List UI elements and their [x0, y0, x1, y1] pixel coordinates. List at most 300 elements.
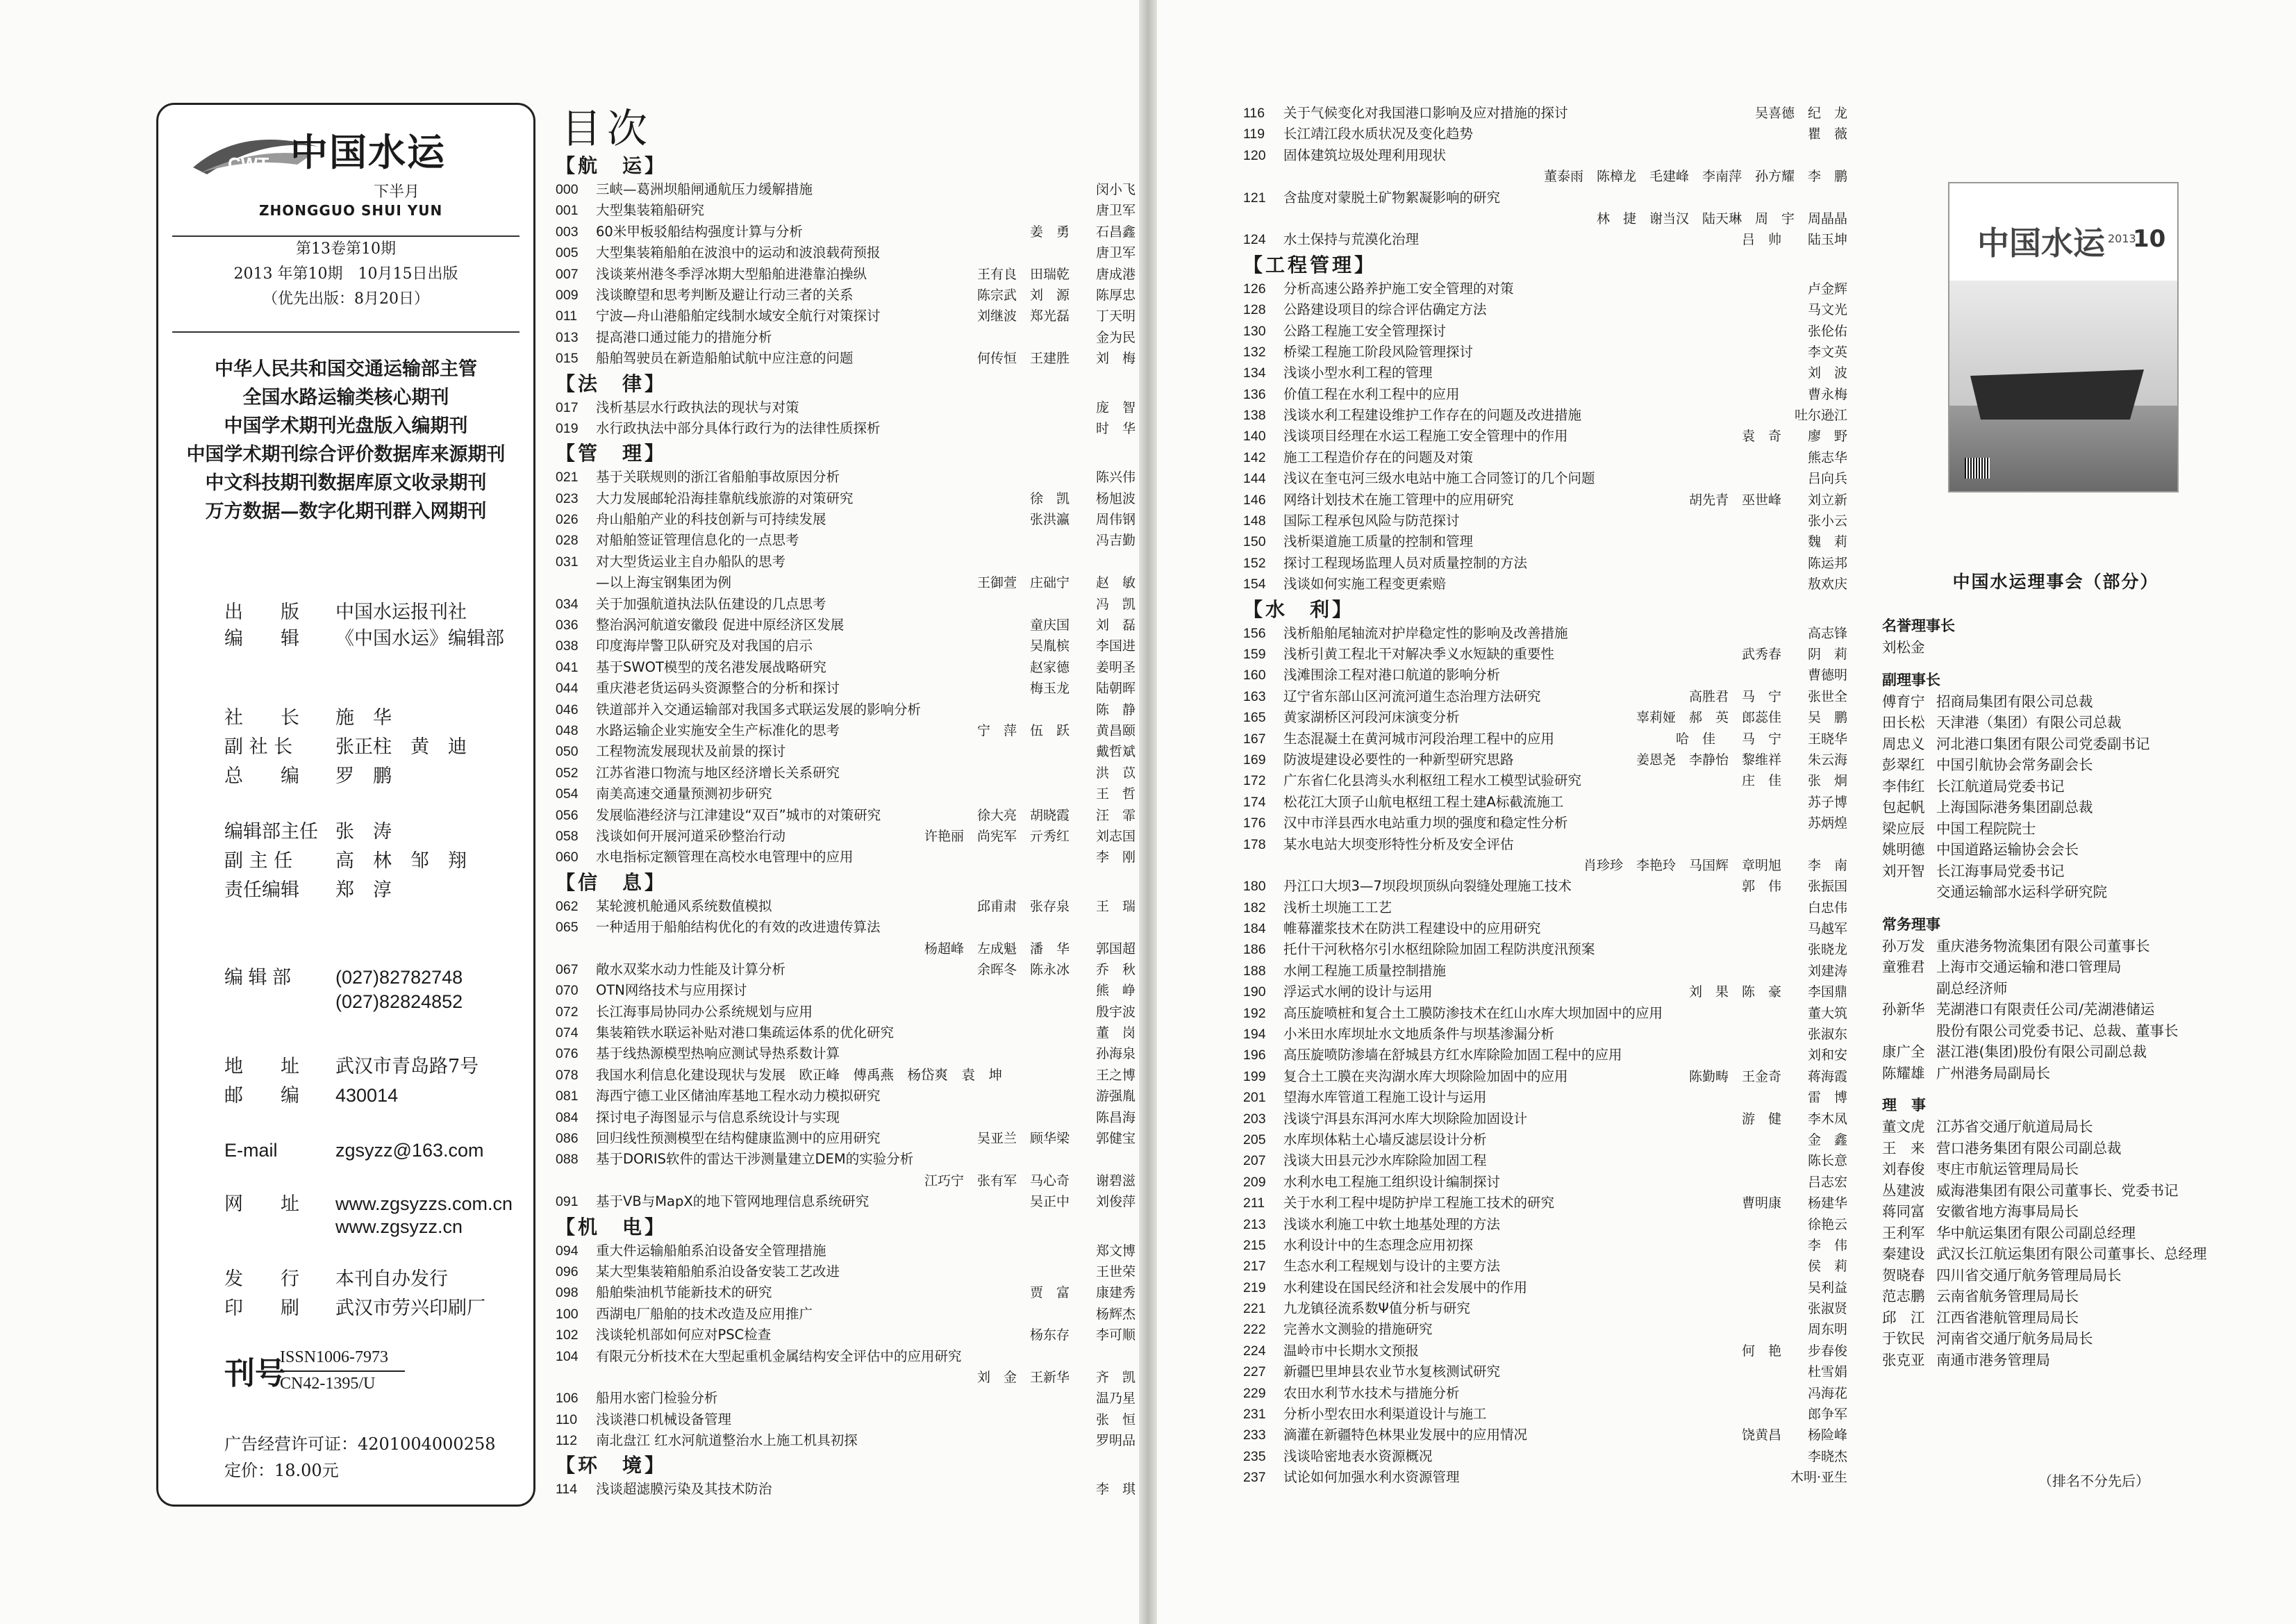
toc-page-number: 180: [1243, 879, 1266, 895]
toc-authors: 杨东存 李可顺: [1029, 1327, 1135, 1343]
toc-entry: [1243, 145, 1847, 166]
toc-authors: 徐大亮 胡晓霞 汪 霏: [976, 807, 1135, 823]
toc-entry: [556, 572, 1135, 593]
member-name: 刘开智: [1882, 862, 1925, 879]
toc-authors: 敖欢庆: [1807, 577, 1847, 593]
toc-page-number: 128: [1243, 302, 1266, 318]
toc-authors: 郎争军: [1807, 1407, 1847, 1423]
toc-authors: 余晖冬 陈永冰 乔 秋: [976, 961, 1135, 977]
toc-authors: 陈兴伟: [1095, 470, 1135, 486]
toc-authors: 梅玉龙 陆朝晖: [1029, 681, 1135, 697]
toc-page-number: 009: [556, 287, 579, 303]
toc-article-title: 分析小型农田水利渠道设计与施工: [1283, 1406, 1487, 1423]
toc-page-number: 044: [556, 681, 579, 697]
journal-statuses: [158, 355, 533, 526]
toc-authors: 吴胤槟 李国进: [1029, 638, 1135, 654]
toc-authors: 郑文博: [1095, 1243, 1135, 1259]
toc-authors: 庄 佳 张 炯: [1741, 773, 1847, 789]
toc-entry: [556, 615, 1135, 636]
toc-article-title: OTN网络技术与应用探讨: [596, 982, 747, 999]
toc-article-title: 浅谈水利施工中软土地基处理的方法: [1283, 1216, 1501, 1232]
council-member: [1882, 1223, 2271, 1244]
toc-section-heading: 【工程管理】: [1243, 253, 1377, 276]
toc-entry: [1243, 574, 1847, 595]
toc-article-title: 分析高速公路养护施工安全管理的对策: [1283, 280, 1514, 297]
toc-page-number: 190: [1243, 984, 1266, 1000]
toc-article-title: 一种适用于船舶结构优化的有效的改进遗传算法: [596, 919, 881, 936]
toc-section-heading: 【水 利】: [1243, 597, 1355, 621]
toc-article-title: 基于SWOT模型的茂名港发展战略研究: [596, 658, 826, 675]
toc-entry: [556, 763, 1135, 784]
distribution-row: 发 行 本刊自办发行: [224, 1268, 448, 1290]
member-position: 河南省交通厅航务局局长: [1936, 1330, 2093, 1347]
toc-page-number: 227: [1243, 1364, 1266, 1380]
member-name: 姚明德: [1882, 841, 1925, 858]
toc-article-title: 浅滩围涂工程对港口航道的影响分析: [1283, 667, 1501, 683]
toc-page-number: 231: [1243, 1407, 1266, 1423]
toc-authors: 童庆国 刘 磊: [1029, 618, 1135, 633]
toc-entry: [556, 959, 1135, 980]
toc-authors: 熊志华: [1807, 449, 1847, 465]
toc-page-number: 217: [1243, 1259, 1266, 1275]
member-name: 贺晓春: [1882, 1266, 1925, 1284]
toc-page-number: 140: [1243, 429, 1266, 445]
toc-page-number: 156: [1243, 625, 1266, 641]
toc-page-number: 005: [556, 245, 579, 261]
member-position: 四川省交通厅航务管理局局长: [1936, 1266, 2122, 1284]
toc-article-title: 浅析土坝施工工艺: [1283, 899, 1392, 915]
toc-article-title: 生态水利工程规划与设计的主要方法: [1283, 1258, 1501, 1275]
phone-row-2: (027)82824852: [335, 991, 463, 1012]
toc-article-title: 水利设计中的生态理念应用初探: [1283, 1236, 1474, 1253]
toc-entry: [1243, 792, 1847, 813]
toc-article-title: 敞水双桨水动力性能及计算分析: [596, 961, 786, 977]
toc-authors: 马越军: [1807, 921, 1847, 937]
toc-page-number: 205: [1243, 1132, 1266, 1147]
toc-page-number: 222: [1243, 1322, 1266, 1338]
toc-entry: [1243, 961, 1847, 981]
toc-entry: [1243, 623, 1847, 644]
toc-article-title: 大力发展邮轮沿海挂靠航线旅游的对策研究: [596, 490, 854, 506]
member-name: 彭翠红: [1882, 756, 1925, 773]
toc-entry: [556, 200, 1135, 221]
member-name: 梁应辰: [1882, 820, 1925, 837]
toc-article-title: 望海水库管道工程施工设计与运用: [1283, 1089, 1487, 1106]
member-position: 云南省航务管理局局长: [1936, 1288, 2079, 1304]
toc-authors: 雷 博: [1807, 1090, 1847, 1106]
toc-page-number: 150: [1243, 534, 1266, 550]
member-name: 秦建设: [1882, 1245, 1925, 1262]
toc-entry: [1243, 103, 1847, 124]
toc-entry: [1243, 490, 1847, 511]
toc-authors: 王世荣: [1095, 1263, 1135, 1279]
council-member: [1882, 978, 2271, 1000]
status-line: 中国学术期刊综合评价数据库来源期刊: [186, 444, 506, 465]
toc-page-number: 136: [1243, 386, 1266, 402]
toc-article-title: 某大型集装箱船舶系泊设备安装工艺改进: [596, 1263, 840, 1279]
toc-authors: 吴利益: [1807, 1279, 1847, 1295]
toc-page-number: 003: [556, 224, 579, 240]
toc-page-number: 146: [1243, 492, 1266, 508]
email-row: E-mail zgsyzz@163.com: [224, 1140, 484, 1161]
toc-authors: 宁 萍 伍 跃 黄昌颐: [976, 722, 1135, 738]
toc-entry: [1243, 1341, 1847, 1361]
toc-article-title: 浅谈超滤膜污染及其技术防治: [596, 1481, 772, 1498]
toc-entry: [556, 264, 1135, 285]
toc-entry: [1243, 1024, 1847, 1045]
toc-authors: 时 华: [1095, 420, 1135, 436]
toc-entry: [1243, 1319, 1847, 1340]
toc-entry: [556, 805, 1135, 826]
toc-article-title: 长江海事局协同办公系统规划与应用: [596, 1003, 813, 1020]
editor-row: 编 辑 《中国水运》编辑部: [224, 628, 504, 649]
toc-authors: 许艳丽 尚宪军 亓秀红 刘志国: [924, 828, 1135, 844]
toc-article-title: 三峡—葛洲坝船闸通航压力缓解措施: [596, 181, 813, 197]
toc-entry: [556, 348, 1135, 369]
toc-entry: [556, 1002, 1135, 1022]
council-member: [1882, 1159, 2271, 1180]
toc-page-number: 021: [556, 470, 579, 486]
toc-entry: [1243, 1425, 1847, 1445]
toc-entry: [556, 1191, 1135, 1212]
toc-authors: 刘 波: [1807, 365, 1847, 381]
toc-authors: 冯 凯: [1095, 596, 1135, 612]
address-row: 地 址 武汉市青岛路7号: [224, 1056, 479, 1077]
toc-authors: 赵家德 姜明圣: [1029, 659, 1135, 675]
toc-article-title: 浅析渠道施工质量的控制和管理: [1283, 533, 1474, 550]
toc-page-number: 138: [1243, 408, 1266, 424]
toc-entry: [556, 1409, 1135, 1430]
toc-page-number: 160: [1243, 668, 1266, 683]
toc-authors: 白忠伟: [1807, 900, 1847, 915]
toc-article-title: 浅析船舶尾轴流对护岸稳定性的影响及改善措施: [1283, 624, 1568, 641]
council-member: [1882, 1063, 2271, 1084]
member-name: 田长松: [1882, 714, 1925, 731]
toc-authors: 曹德明: [1807, 668, 1847, 683]
toc-page-number: 120: [1243, 147, 1266, 163]
toc-article-title: 高压旋喷防渗墙在舒城县方红水库除险加固工程中的应用: [1283, 1047, 1622, 1063]
toc-article-title: 关于加强航道执法队伍建设的几点思考: [596, 595, 826, 612]
toc-article-title: 船用水密门检验分析: [596, 1390, 718, 1407]
toc-page-number: 229: [1243, 1385, 1266, 1401]
toc-entry: [1243, 897, 1847, 918]
deputy-director-row: 副 主 任 高 林 邹 翔: [224, 850, 467, 872]
toc-entry: [556, 1128, 1135, 1149]
toc-article-title: 舟山船舶产业的科技创新与可持续发展: [596, 511, 826, 528]
toc-article-title: 宁波—舟山港船舶定线制水域安全航行对策探讨: [596, 308, 881, 324]
council-member: [1882, 999, 2271, 1020]
council-member: [1882, 936, 2271, 957]
toc-entry: [1243, 1172, 1847, 1193]
toc-authors: 饶黄昌 杨险峰: [1741, 1427, 1847, 1443]
member-name: 范志鹏: [1882, 1288, 1925, 1304]
website-link-2: www.zgsyzz.cn: [335, 1216, 463, 1237]
toc-authors: 陈 静: [1095, 702, 1135, 718]
toc-page-number: 015: [556, 351, 579, 367]
toc-page-number: 194: [1243, 1027, 1266, 1043]
toc-article-title: 整治涡河航道安徽段 促进中原经济区发展: [596, 617, 845, 633]
toc-page-number: 001: [556, 203, 579, 219]
toc-article-title: 水电指标定额管理在高校水电管理中的应用: [596, 849, 854, 865]
member-name: 蒋同富: [1882, 1203, 1925, 1220]
toc-entry: [556, 1388, 1135, 1409]
toc-authors: 木明·亚生: [1790, 1470, 1847, 1486]
toc-entry: [1243, 299, 1847, 320]
council-member: [1882, 1020, 2271, 1042]
member-name: 傅育宁: [1882, 693, 1925, 710]
toc-page-number: 182: [1243, 900, 1266, 915]
toc-authors: 吕向兵: [1807, 471, 1847, 487]
toc-entry: [1243, 1045, 1847, 1066]
toc-entry: [556, 847, 1135, 868]
toc-authors: 陈长意: [1807, 1153, 1847, 1169]
toc-page-number: 070: [556, 983, 579, 999]
toc-authors: 吕 帅 陆玉坤: [1741, 232, 1847, 248]
toc-entry: [1243, 208, 1847, 229]
toc-authors: 徐 凯 杨旭波: [1029, 490, 1135, 506]
member-position: 河北港口集团有限公司党委副书记: [1936, 735, 2150, 752]
toc-article-title: 某水电站大坝变形特性分析及安全评估: [1283, 836, 1514, 852]
toc-page-number: 144: [1243, 471, 1266, 487]
toc-entry: [556, 1261, 1135, 1282]
toc-article-title: 铁道部并入交通运输部对我国多式联运发展的影响分析: [596, 701, 922, 718]
toc-authors: 张小云: [1807, 513, 1847, 529]
toc-page-number: 106: [556, 1391, 579, 1407]
publisher-row: 出 版 中国水运报刊社: [224, 602, 467, 623]
toc-page-number: 110: [556, 1411, 578, 1427]
status-line: 中华人民共和国交通运输部主管: [215, 358, 477, 380]
toc-authors: 吴正中 刘俊萍: [1029, 1194, 1135, 1210]
toc-article-title: 南北盘江 红水河航道整治水上施工机具初探: [596, 1432, 858, 1449]
toc-entry: [1243, 531, 1847, 552]
council-member: [1882, 1041, 2271, 1063]
toc-entry: [556, 418, 1135, 439]
toc-article-title: 水利建设在国民经济和社会发展中的作用: [1283, 1279, 1528, 1295]
member-name: 孙新华: [1882, 1001, 1925, 1018]
member-name: 周忠义: [1882, 735, 1925, 752]
toc-entry: [1243, 939, 1847, 960]
toc-authors: 熊 峥: [1095, 983, 1135, 999]
toc-article-title: 我国水利信息化建设现状与发展 欧正峰 傅禹燕 杨岱爽 袁 坤: [596, 1066, 1003, 1083]
toc-article-title: 浅谈宁洱县东洱河水库大坝除险加固设计: [1283, 1110, 1528, 1127]
toc-entry: [1243, 729, 1847, 749]
toc-authors: 李晓杰: [1807, 1448, 1847, 1464]
responsible-editor-row: 责任编辑 郑 淳: [224, 879, 392, 901]
toc-entry: [1243, 1214, 1847, 1235]
toc-article-title: 基于VB与MapX的地下管网地理信息系统研究: [596, 1193, 870, 1210]
council-member: [1882, 1243, 2271, 1265]
toc-entry: [1243, 342, 1847, 363]
issn-number: ISSN1006-7973: [280, 1348, 389, 1366]
toc-entry: [556, 488, 1135, 509]
toc-entry: [556, 1043, 1135, 1064]
toc-entry: [1243, 770, 1847, 791]
toc-page-number: 074: [556, 1025, 579, 1041]
issn-label: 刊号: [224, 1356, 285, 1391]
toc-entry: [556, 1430, 1135, 1451]
member-position: 安徽省地方海事局局长: [1936, 1203, 2079, 1220]
member-position: 武汉长江航运集团有限公司董事长、总经理: [1936, 1245, 2207, 1262]
chief-editor-row: 总 编 罗 鹏: [224, 765, 392, 787]
toc-page-number: 060: [556, 850, 579, 865]
toc-article-title: 工程物流发展现状及前景的探讨: [596, 743, 786, 760]
council-group-heading: 副理事长: [1882, 671, 1940, 688]
toc-page-number: 054: [556, 786, 579, 802]
toc-page-number: 215: [1243, 1237, 1266, 1253]
toc-entry: [1243, 279, 1847, 299]
toc-page-number: 154: [1243, 577, 1266, 593]
toc-article-title: 浅谈港口机械设备管理: [596, 1411, 732, 1427]
toc-authors: 姜恩尧 李静怡 黎维祥 朱云海: [1636, 752, 1847, 768]
toc-page-number: 209: [1243, 1174, 1266, 1190]
toc-article-title: 长江靖江段水质状况及变化趋势: [1283, 126, 1474, 142]
toc-article-title: 水土保持与荒漠化治理: [1283, 231, 1420, 248]
member-position: 中国道路运输协会会长: [1936, 841, 2079, 858]
toc-article-title: 水行政执法中部分具体行政行为的法律性质探析: [596, 420, 881, 436]
member-position: 上海市交通运输和港口管理局: [1936, 959, 2122, 975]
toc-entry: [1243, 1298, 1847, 1319]
toc-page-number: 132: [1243, 344, 1266, 360]
toc-authors: 温乃星: [1095, 1391, 1135, 1407]
toc-article-title: 浅析引黄工程北干对解决季义水短缺的重要性: [1283, 645, 1555, 662]
toc-entry: [556, 741, 1135, 762]
toc-authors: 邱甫肃 张存泉 王 瑞: [976, 898, 1135, 914]
toc-page-number: 116: [1243, 106, 1265, 121]
toc-article-title: 大型集装箱船研究: [596, 202, 705, 219]
toc-article-title: 集装箱铁水联运补贴对港口集疏运体系的优化研究: [596, 1025, 895, 1041]
toc-authors: 洪 苡: [1095, 765, 1135, 781]
council-member: [1882, 1328, 2271, 1350]
toc-page-number: 031: [556, 554, 579, 570]
cover-thumbnail: [1948, 182, 2179, 492]
toc-entry: [1243, 447, 1847, 468]
council-title: 中国水运理事会（部分）: [1952, 572, 2159, 592]
toc-article-title: 南美高速交通量预测初步研究: [596, 786, 772, 802]
toc-entry: [556, 720, 1135, 741]
council-group-heading: 理 事: [1882, 1097, 1926, 1113]
toc-page-number: 081: [556, 1088, 579, 1104]
toc-authors: 罗明品: [1095, 1433, 1135, 1449]
toc-page-number: 086: [556, 1131, 579, 1147]
toc-column-right: [1243, 103, 1847, 1489]
email-link: zgsyzz@163.com: [335, 1140, 484, 1161]
member-position: 中国引航协会常务副会长: [1936, 756, 2093, 773]
member-position: 股份有限公司党委书记、总裁、董事长: [1936, 1022, 2179, 1039]
toc-authors: 李文英: [1807, 344, 1847, 360]
toc-authors: 杜雪娟: [1807, 1364, 1847, 1380]
toc-article-title: 某轮渡机舱通风系统数值模拟: [596, 897, 772, 914]
toc-entry: [556, 1149, 1135, 1170]
toc-entry: [556, 980, 1135, 1001]
toc-page-number: 050: [556, 744, 579, 760]
toc-page-number: 184: [1243, 921, 1266, 937]
council-member: [1882, 637, 2271, 658]
ad-license: 广告经营许可证：4201004000258: [224, 1434, 496, 1454]
journal-pinyin: ZHONGGUO SHUI YUN: [259, 202, 443, 219]
toc-entry: [1243, 166, 1847, 187]
member-position: 南通市港务管理局: [1936, 1351, 2050, 1368]
toc-article-title: 汉中市洋县西水电站重力坝的强度和稳定性分析: [1283, 815, 1568, 831]
toc-entry: [1243, 188, 1847, 208]
early-publish-date: （优先出版：8月20日）: [263, 290, 429, 308]
toc-page-number: 163: [1243, 688, 1266, 704]
toc-article-title: 公路工程施工安全管理探讨: [1283, 322, 1447, 339]
toc-authors: 孙海泉: [1095, 1046, 1135, 1062]
half-month-label: 下半月: [374, 183, 420, 201]
toc-article-title: 基于线热源模型热响应测试导热系数计算: [596, 1045, 840, 1062]
toc-article-title: 含盐度对蒙脱土矿物絮凝影响的研究: [1283, 189, 1501, 206]
toc-page-number: 000: [556, 182, 579, 197]
toc-page-number: 038: [556, 638, 579, 654]
toc-authors: 陈宗武 刘 源 陈厚忠: [976, 287, 1135, 303]
toc-article-title: 浅谈轮机部如何应对PSC检查: [596, 1327, 772, 1343]
toc-article-title: 浅谈大田县元沙水库除险加固工程: [1283, 1152, 1487, 1169]
toc-entry: [1243, 686, 1847, 707]
toc-authors: 张淑东: [1807, 1027, 1847, 1043]
member-name: 刘春俊: [1882, 1161, 1925, 1177]
toc-page-number: 233: [1243, 1427, 1266, 1443]
toc-section-heading: 【环 境】: [556, 1454, 667, 1477]
toc-entry: [556, 594, 1135, 615]
toc-page-number: 011: [556, 308, 578, 324]
member-name: 王 来: [1882, 1139, 1925, 1157]
member-name: 张克亚: [1882, 1351, 1925, 1368]
member-position: 招商局集团有限公司总裁: [1936, 693, 2093, 710]
toc-article-title: 帷幕灌浆技术在防洪工程建设中的应用研究: [1283, 920, 1541, 937]
toc-article-title: 有限元分析技术在大型起重机金属结构安全评估中的应用研究: [596, 1348, 962, 1364]
council-member: [1882, 1116, 2271, 1138]
toc-entry: [556, 1325, 1135, 1345]
council-member: [1882, 1350, 2271, 1371]
toc-authors: 冯吉勤: [1095, 533, 1135, 549]
toc-page-number: 056: [556, 807, 579, 823]
council-member: [1882, 1138, 2271, 1159]
toc-page-number: 096: [556, 1263, 579, 1279]
toc-entry: [556, 1065, 1135, 1086]
toc-authors: 董 岗: [1095, 1025, 1135, 1041]
toc-entry: [556, 678, 1135, 699]
toc-authors: 卢金辉: [1807, 281, 1847, 297]
toc-authors: 吕志宏: [1807, 1174, 1847, 1190]
website-link: www.zgsyzzs.com.cn: [335, 1193, 513, 1214]
status-line: 中文科技期刊数据库原文收录期刊: [205, 472, 487, 494]
member-name: 包起帆: [1882, 799, 1925, 815]
toc-authors: 苏炳煌: [1807, 815, 1847, 831]
member-position: 营口港务集团有限公司副总裁: [1936, 1139, 2122, 1157]
toc-page-number: 078: [556, 1067, 579, 1083]
toc-authors: 游强胤: [1095, 1088, 1135, 1104]
toc-article-title: 小米田水库坝址水文地质条件与坝基渗漏分析: [1283, 1026, 1555, 1043]
toc-page-number: 176: [1243, 815, 1266, 831]
toc-authors: 陈昌海: [1095, 1109, 1135, 1125]
price: 定价：18.00元: [224, 1461, 339, 1480]
toc-entry: [1243, 918, 1847, 939]
toc-article-title: 水利水电工程施工组织设计编制探讨: [1283, 1173, 1501, 1190]
toc-page-number: 076: [556, 1046, 579, 1062]
toc-authors: 林 捷 谢当汉 陆天琳 周 宇 周晶晶: [1596, 210, 1847, 226]
toc-authors: 吴亚兰 顾华梁 郭健宝: [976, 1131, 1135, 1147]
toc-article-title: 探讨电子海图显示与信息系统设计与实现: [596, 1109, 840, 1125]
toc-authors: 张 恒: [1095, 1411, 1135, 1427]
toc-entry: [556, 397, 1135, 418]
toc-authors: 杨超峰 左成魁 潘 华 郭国超: [924, 941, 1135, 956]
toc-page-number: 034: [556, 596, 579, 612]
toc-page-number: 221: [1243, 1301, 1266, 1317]
status-line: 万方数据—数字化期刊群入网期刊: [205, 501, 487, 522]
toc-page-number: 207: [1243, 1153, 1266, 1169]
toc-article-title: 重庆港老货运码头资源整合的分析和探讨: [596, 680, 840, 697]
cover-year: 2013: [2108, 232, 2136, 245]
